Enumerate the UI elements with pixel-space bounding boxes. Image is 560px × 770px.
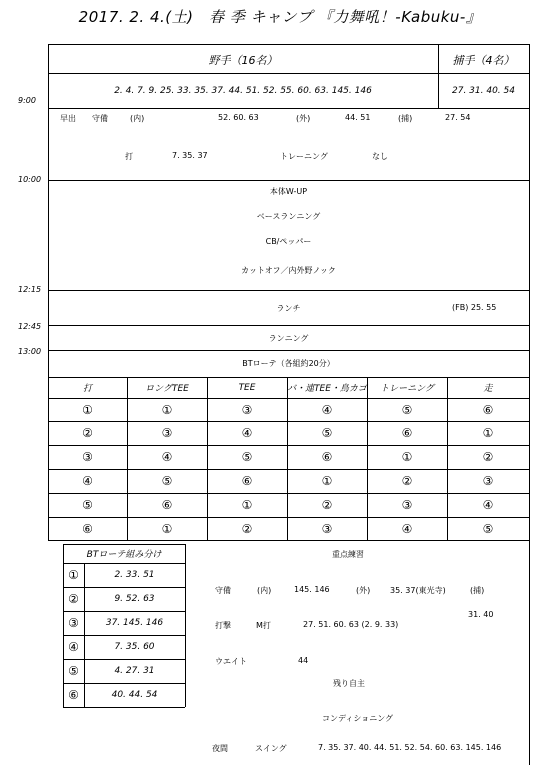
bt-cell: ②	[82, 426, 93, 440]
early-catcher-numbers: 27. 54	[445, 113, 471, 122]
bt-cell: ⑤	[241, 450, 253, 464]
focus-batting-sub: M打	[256, 621, 271, 630]
bt-cell: ③	[161, 426, 173, 440]
fielders-numbers: 2. 4. 7. 9. 25. 33. 35. 37. 44. 51. 52. 55. 60. 63. 145. 146	[114, 86, 372, 96]
bt-cell: ③	[82, 450, 93, 464]
focus-batting-label: 打撃	[215, 621, 231, 630]
running-label: ランニング	[268, 334, 309, 343]
groups-title: BTローテ組み分け	[86, 550, 162, 560]
fielders-header: 野手（16名）	[208, 54, 278, 67]
focus-catcher-label: (捕)	[470, 586, 485, 595]
time-label: 12:15	[18, 285, 42, 294]
early-catcher-label: (捕)	[398, 114, 413, 123]
bt-cell: ④	[241, 426, 253, 440]
bt-cell: ①	[161, 521, 173, 536]
focus-conditioning: コンディショニング	[322, 714, 394, 723]
early-defense-label: 守備	[92, 114, 108, 123]
focus-swing-numbers: 7. 35. 37. 40. 44. 51. 52. 54. 60. 63. 145. 146	[318, 743, 502, 752]
group-number: ②	[68, 592, 79, 606]
bt-cell: ①	[401, 450, 413, 464]
time-label: 13:00	[18, 347, 42, 356]
early-training-label: トレーニング	[280, 152, 328, 161]
focus-weight-label: ウエイト	[215, 657, 247, 666]
bt-cell: ⑥	[401, 426, 413, 440]
early-bat-label: 打	[125, 152, 133, 161]
lunch-fb: (FB) 25. 55	[452, 303, 497, 312]
catchers-numbers: 27. 31. 40. 54	[452, 86, 515, 96]
time-label: 9:00	[18, 96, 36, 105]
focus-defense-label: 守備	[215, 586, 231, 595]
bt-cell: ⑤	[321, 426, 333, 440]
bt-title: BTローテ（各組約20分）	[242, 359, 335, 368]
bt-cell: ⑤	[161, 474, 173, 488]
bt-cell: ①	[321, 474, 333, 488]
focus-outfield-label: (外)	[356, 586, 371, 595]
bt-cell: ①	[482, 426, 494, 440]
bt-cell: ④	[482, 498, 494, 512]
group-number: ①	[68, 568, 79, 582]
morning-item: 本体W-UP	[269, 187, 308, 196]
bt-cell: ②	[401, 474, 413, 488]
group-number: ③	[68, 616, 79, 630]
bt-header-cell: ロングTEE	[145, 384, 189, 394]
early-training-value: なし	[372, 152, 388, 161]
bt-cell: ③	[321, 521, 333, 536]
early-infield-numbers: 52. 60. 63	[218, 113, 259, 122]
lunch-label: ランチ	[276, 304, 301, 313]
early-label: 早出	[60, 114, 76, 123]
bt-cell: ④	[321, 402, 333, 417]
focus-night-label: 夜間	[212, 744, 228, 753]
focus-weight-numbers: 44	[298, 656, 309, 665]
group-members: 9. 52. 63	[114, 594, 155, 604]
bt-cell: ④	[161, 450, 173, 464]
morning-item: カットオフ／内外野ノック	[241, 266, 336, 275]
bt-cell: ①	[82, 402, 93, 417]
bt-cell: ⑤	[82, 498, 93, 512]
bt-cell: ③	[401, 498, 413, 512]
focus-title: 重点練習	[332, 550, 364, 559]
group-number: ⑥	[68, 688, 79, 702]
morning-item: ベースランニング	[256, 212, 321, 221]
group-members: 40. 44. 54	[111, 690, 158, 700]
early-outfield-numbers: 44. 51	[345, 113, 371, 122]
group-number: ⑤	[68, 664, 79, 678]
group-number: ④	[68, 640, 79, 654]
early-outfield-label: (外)	[296, 114, 311, 123]
focus-infield-label: (内)	[257, 586, 272, 595]
bt-cell: ②	[482, 450, 494, 464]
time-label: 12:45	[18, 322, 42, 331]
bt-header-cell: 打	[82, 384, 92, 394]
bt-cell: ⑥	[82, 521, 93, 536]
group-members: 7. 35. 60	[114, 642, 155, 652]
bt-cell: ③	[241, 402, 253, 417]
time-label: 10:00	[18, 175, 42, 184]
bt-cell: ②	[321, 498, 333, 512]
bt-cell: ⑥	[241, 474, 253, 488]
morning-item: CB/ペッパー	[265, 237, 312, 246]
group-members: 2. 33. 51	[114, 570, 155, 580]
bt-cell: ⑥	[161, 498, 173, 512]
early-bat-numbers: 7. 35. 37	[172, 151, 208, 160]
page-title: 2017. 2. 4.(土) 春 季 キャンプ 『力舞吼！-Kabuku-』	[78, 8, 482, 26]
bt-cell: ⑥	[321, 450, 333, 464]
bt-cell: ④	[82, 474, 93, 488]
bt-cell: ⑤	[482, 521, 494, 536]
focus-infield-numbers: 145. 146	[294, 585, 330, 594]
group-members: 37. 145. 146	[105, 618, 164, 628]
bt-cell: ⑥	[482, 402, 494, 417]
bt-cell: ⑤	[401, 402, 413, 417]
focus-catcher-numbers: 31. 40	[468, 610, 494, 619]
bt-cell: ③	[482, 474, 494, 488]
focus-batting-numbers: 27. 51. 60. 63 (2. 9. 33)	[303, 620, 399, 629]
bt-cell: ①	[161, 402, 173, 417]
focus-self-practice: 残り自主	[333, 679, 365, 688]
bt-header-cell: TEE	[238, 382, 256, 393]
group-members: 4. 27. 31	[114, 666, 155, 676]
catchers-header: 捕手（4名）	[452, 54, 515, 67]
bt-cell: ①	[241, 498, 253, 512]
bt-header-cell: トレーニング	[380, 384, 434, 394]
bt-cell: ④	[401, 521, 413, 536]
focus-swing-label: スイング	[255, 744, 287, 753]
bt-header-cell: バ・連TEE・鳥カゴ	[287, 384, 367, 394]
bt-cell: ②	[241, 521, 253, 536]
focus-outfield-numbers: 35. 37(東光寺)	[390, 586, 446, 595]
early-infield-label: (内)	[130, 114, 145, 123]
bt-header-cell: 走	[483, 384, 493, 394]
